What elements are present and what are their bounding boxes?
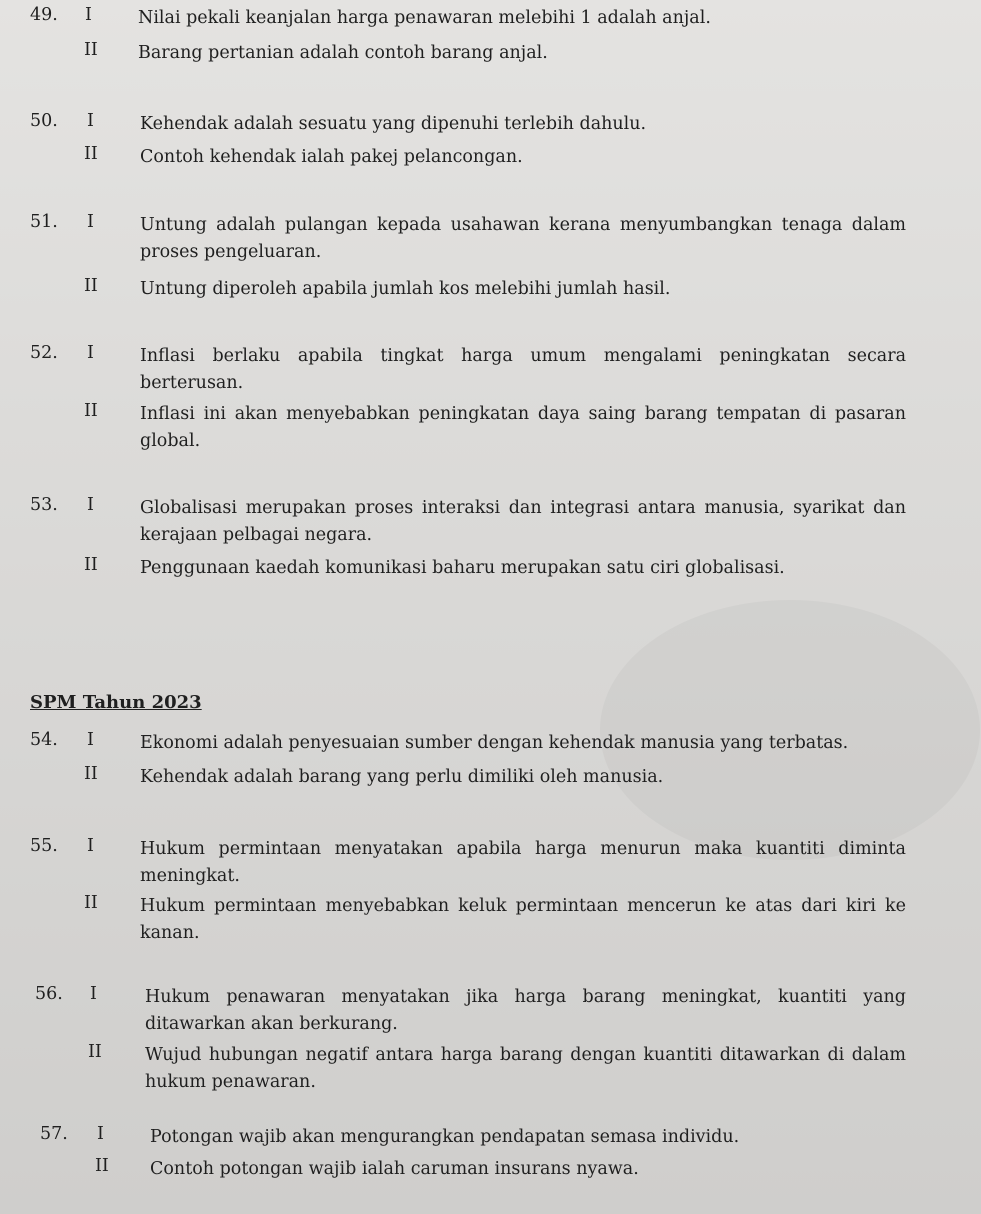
question-number: 54. bbox=[30, 730, 58, 750]
question-number: 53. bbox=[30, 495, 58, 515]
statement-roman: II bbox=[95, 1156, 109, 1176]
statement-text: Wujud hubungan negatif antara harga barang dengan kuantiti ditawarkan di dalam hukum penawaran. bbox=[145, 1045, 906, 1092]
statement-roman: I bbox=[85, 5, 92, 25]
statement-roman: II bbox=[84, 276, 98, 296]
statement-roman: I bbox=[97, 1124, 104, 1144]
statement-text: Contoh potongan wajib ialah caruman insurans nyawa. bbox=[150, 1159, 639, 1179]
statement-text: Hukum permintaan menyebabkan keluk permintaan mencerun ke atas dari kiri ke kanan. bbox=[140, 896, 906, 943]
statement-text: Contoh kehendak ialah pakej pelancongan. bbox=[140, 147, 523, 167]
statement-roman: I bbox=[87, 212, 94, 232]
statement-text: Nilai pekali keanjalan harga penawaran melebihi 1 adalah anjal. bbox=[138, 8, 711, 28]
statement-text: Untung adalah pulangan kepada usahawan kerana menyumbangkan tenaga dalam proses pengeluaran. bbox=[140, 215, 906, 262]
question-number: 55. bbox=[30, 836, 58, 856]
statement-roman: II bbox=[84, 764, 98, 784]
statement-text: Inflasi ini akan menyebabkan peningkatan daya saing barang tempatan di pasaran global. bbox=[140, 404, 906, 451]
statement-text: Barang pertanian adalah contoh barang anjal. bbox=[138, 43, 548, 63]
statement-text: Kehendak adalah sesuatu yang dipenuhi terlebih dahulu. bbox=[140, 114, 647, 134]
statement-text: Hukum penawaran menyatakan jika harga barang meningkat, kuantiti yang ditawarkan akan berkurang. bbox=[145, 987, 906, 1034]
statement-roman: II bbox=[84, 144, 98, 164]
statement-text: Hukum permintaan menyatakan apabila harga menurun maka kuantiti diminta meningkat. bbox=[140, 839, 906, 886]
statement-text: Globalisasi merupakan proses interaksi dan integrasi antara manusia, syarikat dan kerajaan pelbagai negara. bbox=[140, 498, 906, 545]
statement-text: Untung diperoleh apabila jumlah kos melebihi jumlah hasil. bbox=[140, 279, 671, 299]
statement-roman: I bbox=[87, 343, 94, 363]
statement-roman: II bbox=[84, 893, 98, 913]
statement-text: Kehendak adalah barang yang perlu dimiliki oleh manusia. bbox=[140, 767, 664, 787]
statement-text: Inflasi berlaku apabila tingkat harga umum mengalami peningkatan secara berterusan. bbox=[140, 346, 906, 393]
statement-roman: II bbox=[84, 40, 98, 60]
statement-text: Penggunaan kaedah komunikasi baharu merupakan satu ciri globalisasi. bbox=[140, 558, 785, 578]
statement-roman: I bbox=[87, 111, 94, 131]
question-number: 52. bbox=[30, 343, 58, 363]
question-number: 51. bbox=[30, 212, 58, 232]
statement-roman: I bbox=[90, 984, 97, 1004]
statement-roman: II bbox=[84, 401, 98, 421]
question-number: 56. bbox=[35, 984, 63, 1004]
statement-roman: II bbox=[88, 1042, 102, 1062]
statement-text: Ekonomi adalah penyesuaian sumber dengan kehendak manusia yang terbatas. bbox=[140, 733, 849, 753]
statement-roman: I bbox=[87, 495, 94, 515]
statement-roman: I bbox=[87, 836, 94, 856]
statement-text: Potongan wajib akan mengurangkan pendapatan semasa individu. bbox=[150, 1127, 740, 1147]
question-number: 57. bbox=[40, 1124, 68, 1144]
question-number: 50. bbox=[30, 111, 58, 131]
section-heading: SPM Tahun 2023 bbox=[30, 692, 202, 713]
question-number: 49. bbox=[30, 5, 58, 25]
statement-roman: I bbox=[87, 730, 94, 750]
statement-roman: II bbox=[84, 555, 98, 575]
